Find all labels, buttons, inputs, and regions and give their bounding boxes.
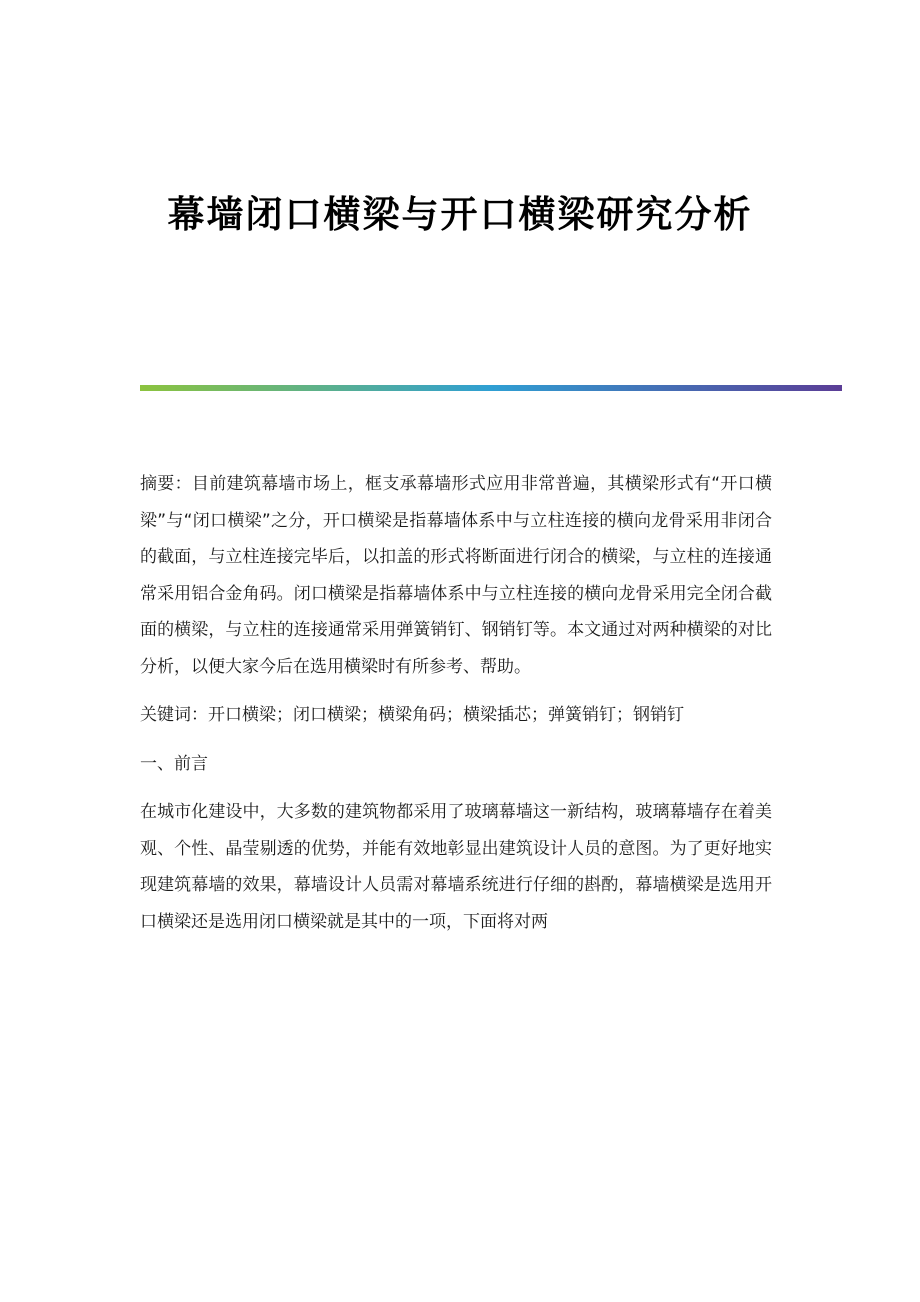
section-heading: 一、前言 <box>140 753 208 774</box>
intro-paragraph: 在城市化建设中，大多数的建筑物都采用了玻璃幕墙这一新结构，玻璃幕墙存在着美观、个性、晶莹剔透的优势，并能有效地彰显出建筑设计人员的意图。为了更好地实现建筑幕墙的效果，幕墙设计人员需对幕墙系统进行仔细的斟酌，幕墙横梁是选用开口横梁还是选用闭口横梁就是其中的一项，下面将对两 <box>140 802 772 932</box>
document-title: 幕墙闭口横梁与开口横梁研究分析 <box>167 192 753 236</box>
abstract-paragraph: 摘要：目前建筑幕墙市场上，框支承幕墙形式应用非常普遍，其横梁形式有“开口横梁”与“闭口横梁”之分，开口横梁是指幕墙体系中与立柱连接的横向龙骨采用非闭合的截面，与立柱连接完毕后，以扣盖的形式将断面进行闭合的横梁，与立柱的连接通常采用铝合金角码。闭口横梁是指幕墙体系中与立柱连接的横向龙骨采用完全闭合截面的横梁，与立柱的连接通常采用弹簧销钉、钢销钉等。本文通过对两种横梁的对比分析，以便大家今后在选用横梁时有所参考、帮助。 <box>140 474 772 677</box>
keywords-paragraph: 关键词：开口横梁；闭口横梁；横梁角码；横梁插芯；弹簧销钉；钢销钉 <box>140 705 684 725</box>
title-divider <box>140 385 842 391</box>
document-body <box>140 466 772 952</box>
